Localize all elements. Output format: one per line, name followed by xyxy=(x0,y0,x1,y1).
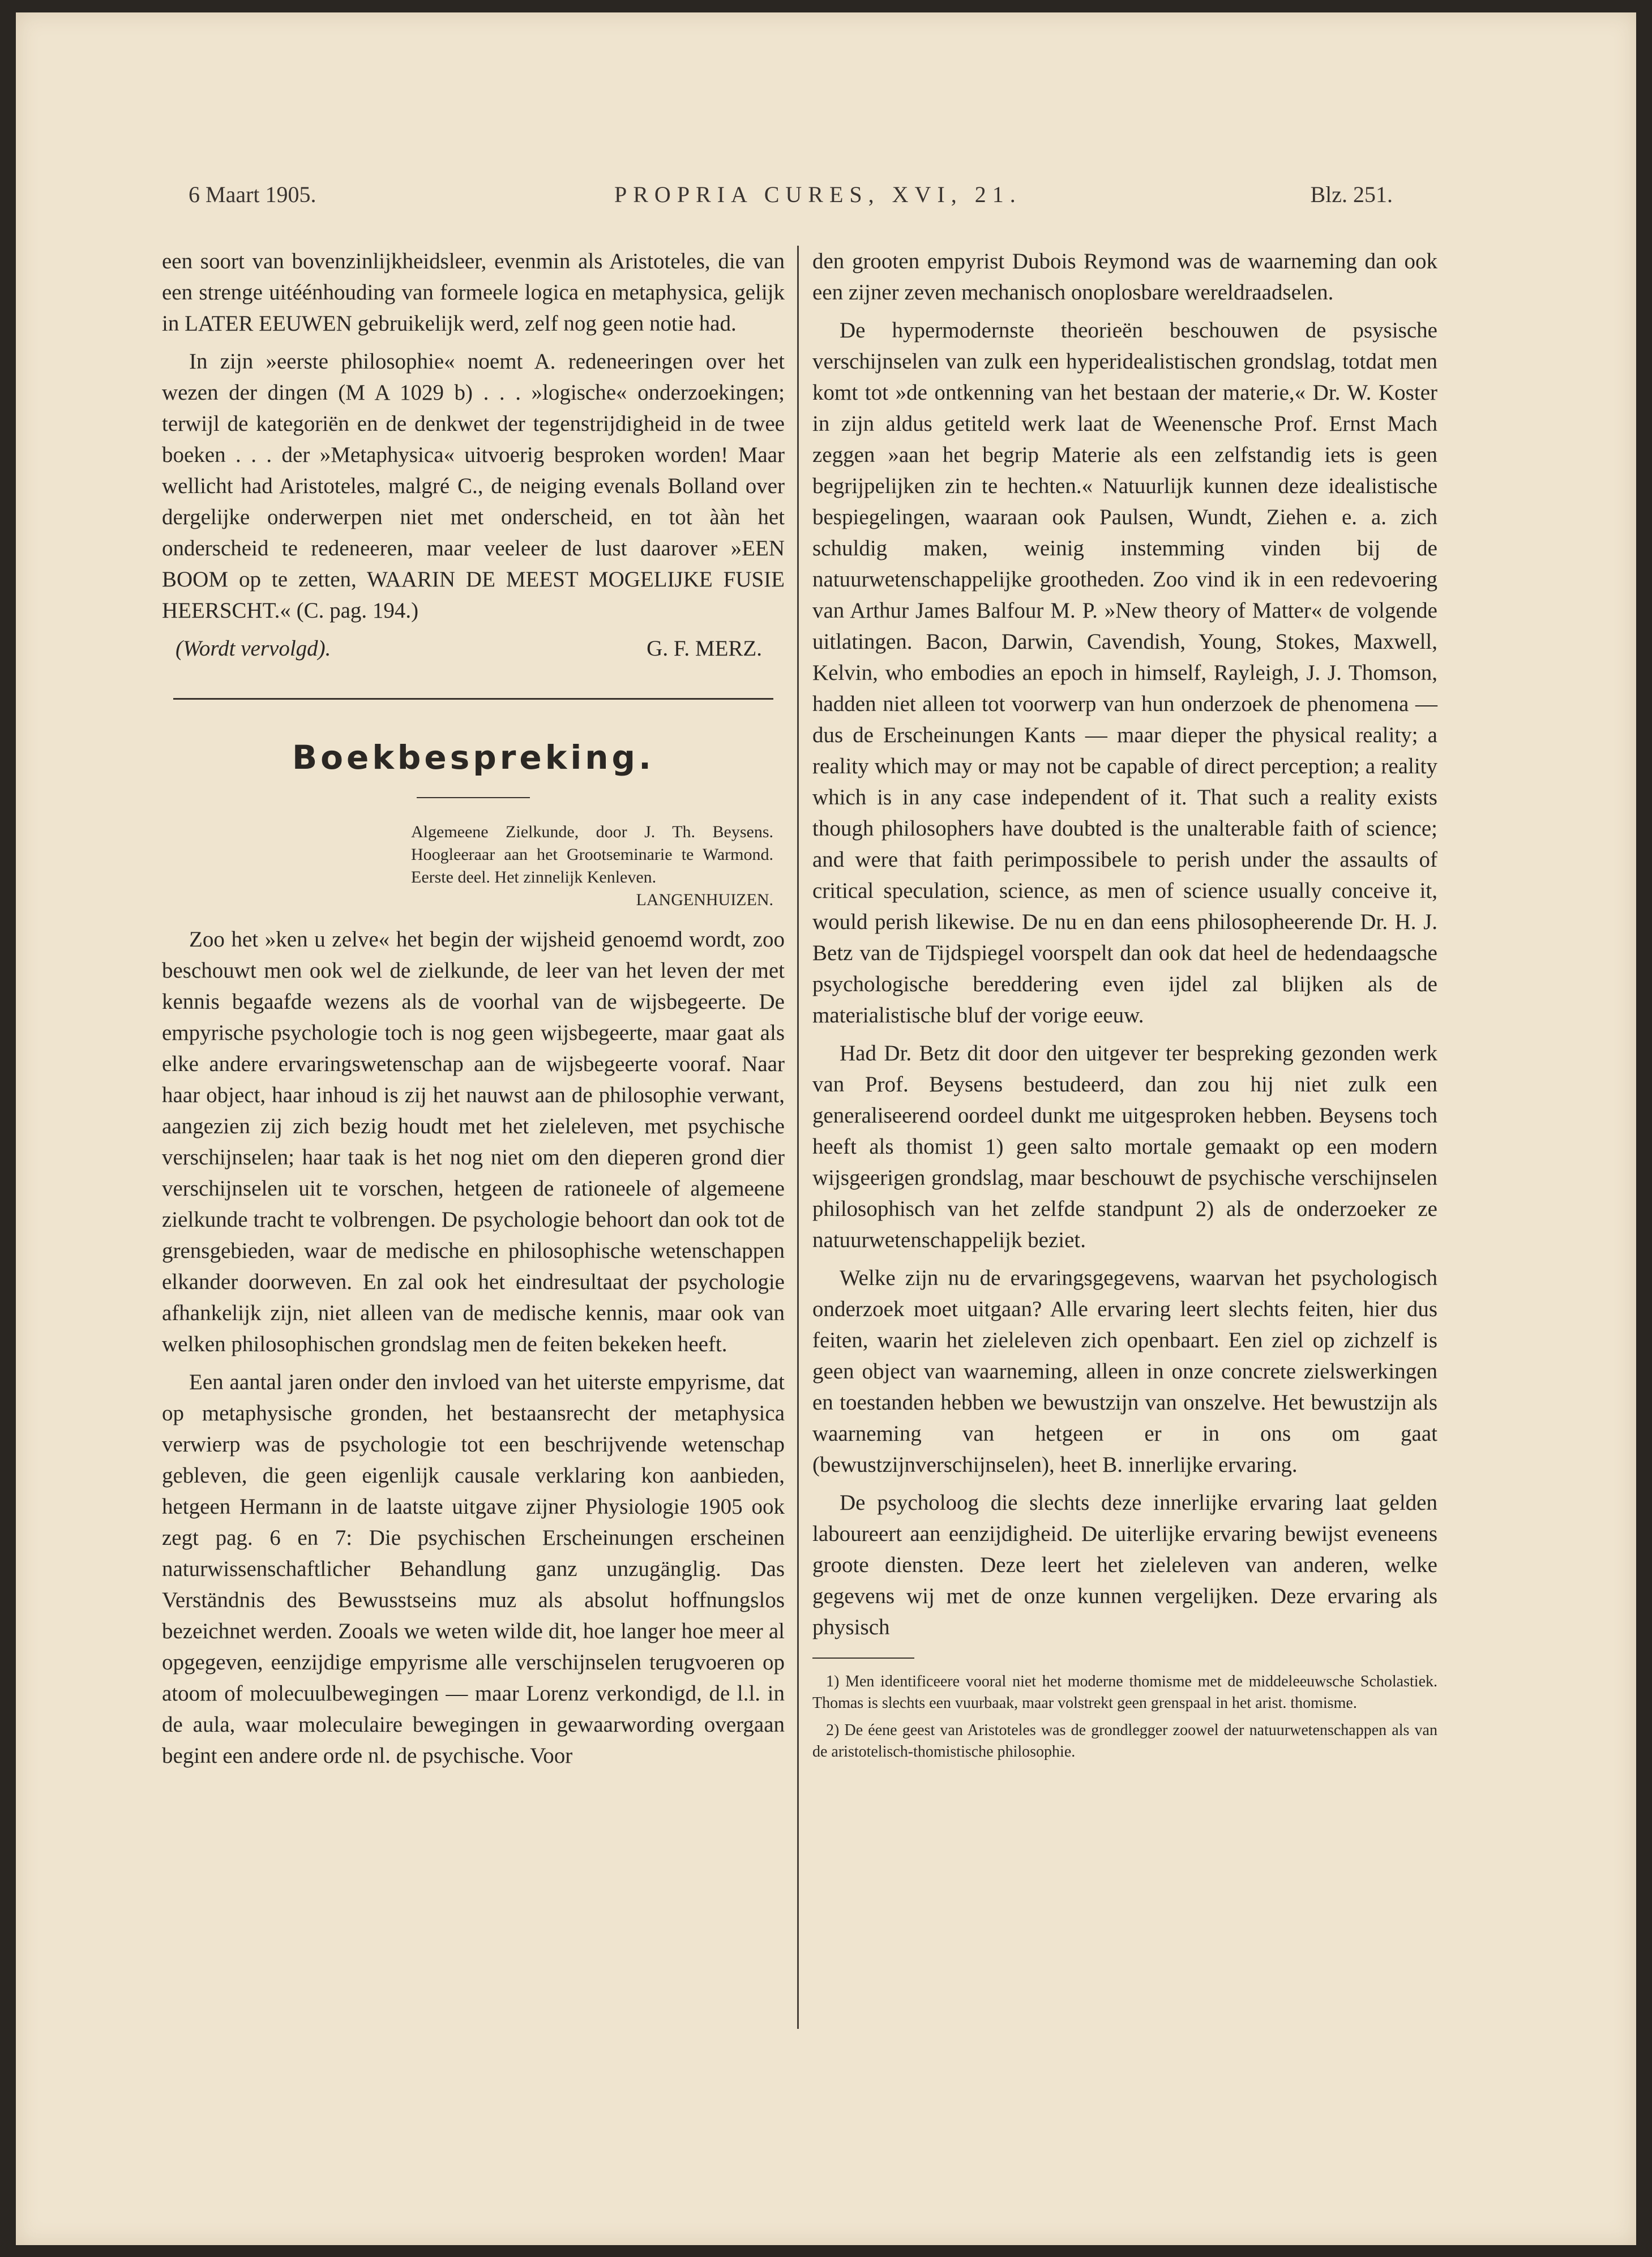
review-paragraph-6: Welke zijn nu de ervaringsgegevens, waarvan het psychologisch onderzoek moet uitgaan? Alle ervaring leert slechts feiten, hier dus feiten, waarin het zieleleven zich openbaart. Een ziel op zichzelf is geen object van waarneming, alleen in onze concrete zielswerkingen en toestanden hebben we bewustzijn van onszelve. Het bewustzijn als waarneming van hetgeen er in ons om gaat (bewustzijnverschijnselen), heet B. innerlijke ervaring. xyxy=(812,1266,1437,1477)
right-column xyxy=(812,246,1437,1768)
running-head xyxy=(16,181,1636,215)
review-reference-text: Algemeene Zielkunde, door J. Th. Beysens. Hoogleeraar aan het Grootseminarie te Warmond. Eerste deel. Het zinnelijk Kenleven. xyxy=(411,823,773,886)
review-paragraph-4: De hypermodernste theorieën beschouwen de psysische verschijnselen van zulk een hyperidealistischen grondslag, totdat men komt tot »de ontkenning van het bestaan der materie,« Dr. W. Koster in zijn aldus getiteld werk laat de Weenensche Prof. Ernst Mach zeggen »aan het begrip Materie als een zelfstandig iets is geen begrijpelijken zin te hechten.« Natuurlijk kunnen deze idealistische bespiegelingen, waaraan ook Paulsen, Wundt, Ziehen e. a. zich schuldig maken, weinig instemming vinden bij de natuurwetenschappelijke grootheden. Zoo vind ik in een redevoering van Arthur James Balfour M. P. »New theory of Matter« de volgende uitlatingen. Bacon, Darwin, Cavendish, Young, Stokes, Maxwell, Kelvin, who embodies an epoch in himself, Rayleigh, J. J. Thomson, hadden niet alleen tot voorwerp van hun onderzoek de phenomena — dus de Erscheinungen Kants — maar dieper the physical reality; a reality which may or may not be capable of direct perception; a reality which is in any case independent of it. That such a reality exists though philosophers have doubted is the unalterable faith of science; and were that faith perimpossibele to perish under the assaults of critical speculation, science, as men of science usually conceive it, would perish likewise. De nu en dan eens philosopheerende Dr. H. J. Betz van de Tijdspiegel voorspelt dan ook dat heel de hedendaagsche psychologische bereddering even ijdel zal blijken als de materialistische bluf der vorige eeuw. xyxy=(812,318,1437,1027)
article-signature xyxy=(176,633,762,664)
footnote-2: 2) De éene geest van Aristoteles was de grondlegger zoowel der natuurwetenschappen als van de aristotelisch-thomistische philosophie. xyxy=(812,1721,1437,1761)
continued-paragraph-2: In zijn »eerste philosophie« noemt A. redeneeringen over het wezen der dingen (M A 1029 b) . . . »logische« onderzoekingen; terwijl de kategoriën en de denkwet der tegenstrijdigheid in de twee boeken . . . der »Metaphysica« uitvoerig besproken worden! Maar wellicht had Aristoteles, malgré C., de neiging evenals Bolland over dergelijke onderwerpen niet met onderscheid, en tot ààn het onderscheid te redeneeren, maar veeleer de lust daarover »EEN BOOM op te zetten, WAARIN DE MEEST MOGELIJKE FUSIE HEERSCHT.« (C. pag. 194.) xyxy=(162,349,785,623)
issue-date: 6 Maart 1905. xyxy=(189,182,316,207)
review-paragraph-1: Zoo het »ken u zelve« het begin der wijsheid genoemd wordt, zoo beschouwt men ook wel de zielkunde, de leer van het leven der met kennis begaafde wezens als de voorhal van de wijsbegeerte. De empyrische psychologie toch is nog geen wijsbegeerte, maar gaat als elke andere ervaringswetenschap aan de wijsbegeerte vooraf. Naar haar object, haar inhoud is zij het nauwst aan de philosophie verwant, aangezien zij zich bezig houdt met het zieleleven, met psychische verschijnselen; haar taak is het nog niet om den dieperen grond dier verschijnselen uit te vorschen, hetgeen de rationeele of algemeene zielkunde tracht te volbrengen. De psychologie behoort dan ook tot de grensgebieden, waar de medische en philosophische wetenschappen elkander doorweven. En zal ook het eindresultaat der psychologie afhankelijk zijn, niet alleen van de medische kennis, maar ook van welken philosophischen grondslag men de feiten bekeken heeft. xyxy=(162,927,785,1356)
to-be-continued: (Wordt vervolgd). xyxy=(176,636,331,661)
review-paragraph-3: den grooten empyrist Dubois Reymond was de waarneming dan ook een zijner zeven mechanisch onoplosbare wereldraadselen. xyxy=(812,249,1437,305)
section-title: Boekbespreking. xyxy=(292,738,655,777)
footnote-divider xyxy=(812,1658,914,1659)
column-divider xyxy=(797,246,799,2029)
journal-title: PROPRIA CURES, XVI, 21. xyxy=(614,182,1022,207)
footnote-1: 1) Men identificeere vooral niet het moderne thomisme met de middeleeuwsche Scholastiek. Thomas is slechts een vuurbaak, maar volstrekt geen grenspaal in het arist. thomisme. xyxy=(812,1673,1437,1712)
page-number: Blz. 251. xyxy=(1310,182,1393,207)
section-divider xyxy=(173,698,773,700)
review-paragraph-2: Een aantal jaren onder den invloed van het uiterste empyrisme, dat op metaphysische gronden, het bestaansrecht der metaphysica verwierp was de psychologie tot een beschrijvende wetenschap gebleven, die geen eigenlijk causale verklaring kon aanbieden, hetgeen Hermann in de laatste uitgave zijner Physiologie 1905 ook zegt pag. 6 en 7: Die psychischen Erscheinungen erscheinen naturwissenschaftlicher Behandlung ganz unzugänglig. Das Verständnis des Bewusstseins muz als absolut hoffnungslos bezeichnet werden. Zooals we weten wilde dit, hoe langer hoe meer al opgegeven, eenzijdige empyrisme alle verschijnselen terugvoeren op atoom of molecuulbewegingen — maar Lorenz verkondigd, de l.l. in de aula, waar moleculaire bewegingen in gewaarwording overgaan begint een andere orde nl. de psychische. Voor xyxy=(162,1370,785,1768)
review-reference xyxy=(411,821,773,911)
review-paragraph-7: De psycholoog die slechts deze innerlijke ervaring laat gelden laboureert aan eenzijdigheid. De uiterlijke ervaring bewijst eveneens groote diensten. Deze leert het zieleleven van anderen, welke gegevens wij met de onze kunnen vergelijken. Deze ervaring als physisch xyxy=(812,1491,1437,1639)
review-paragraph-5: Had Dr. Betz dit door den uitgever ter bespreking gezonden werk van Prof. Beysens bestudeerd, dan zou hij niet zulk een generaliseerend oordeel dunkt me uitgesproken hebben. Beysens toch heeft als thomist 1) geen salto mortale gemaakt op een modern wijsgeerigen grondslag, maar beschouwt de psychische verschijnselen philosophisch van het zelfde standpunt 2) als de onderzoeker ze natuurwetenschappelijk beziet. xyxy=(812,1041,1437,1252)
author-signature: G. F. MERZ. xyxy=(647,636,762,661)
footnotes xyxy=(812,1671,1437,1763)
title-underline xyxy=(417,797,530,798)
journal-page xyxy=(16,12,1636,2245)
review-author: LANGENHUIZEN. xyxy=(636,890,773,909)
continued-paragraph-1: een soort van bovenzinlijkheidsleer, evenmin als Aristoteles, die van een strenge uitéénhouding van formeele logica en metaphysica, gelijk in LATER EEUWEN gebruikelijk werd, zelf nog geen notie had. xyxy=(162,249,785,336)
left-column xyxy=(162,246,785,1778)
